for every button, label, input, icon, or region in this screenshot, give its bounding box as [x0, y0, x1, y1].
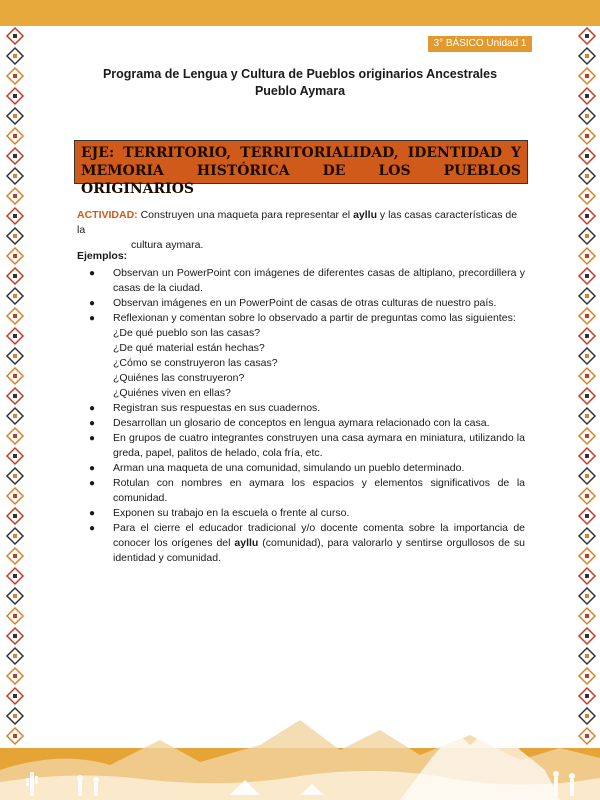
border-dot	[13, 194, 17, 198]
bullet-icon: ●	[89, 313, 96, 324]
border-dot	[13, 654, 17, 658]
question: ¿Cómo se construyeron las casas?	[113, 357, 278, 369]
bullet-icon: ●	[89, 508, 96, 519]
border-dot	[13, 514, 17, 518]
list-item-text: En grupos de cuatro integrantes construyen una casa aymara en miniatura, utilizando la greda, papel, palitos de helado, cola fría, etc.	[113, 432, 525, 459]
list-item-text: Exponen su trabajo en la escuela o frente al curso.	[113, 507, 350, 519]
list-item	[77, 461, 525, 476]
border-dot	[585, 514, 589, 518]
border-dot	[13, 474, 17, 478]
actividad-block	[77, 208, 527, 253]
border-dot	[585, 334, 589, 338]
border-dot	[585, 634, 589, 638]
bullet-icon: ●	[89, 298, 96, 309]
border-dot	[585, 434, 589, 438]
border-dot	[585, 34, 589, 38]
border-dot	[13, 434, 17, 438]
border-dot	[13, 594, 17, 598]
border-dot	[585, 114, 589, 118]
list-item-text: Observan imágenes en un PowerPoint de casas de otras culturas de nuestro país.	[113, 297, 497, 309]
border-dot	[13, 414, 17, 418]
border-dot	[13, 674, 17, 678]
actividad-bold-word: ayllu	[353, 209, 377, 221]
list-item-text: Observan un PowerPoint con imágenes de diferentes casas de altiplano, precordillera y casas de la ciudad.	[113, 267, 525, 294]
border-dot	[13, 54, 17, 58]
border-dot	[585, 394, 589, 398]
list-item-text: Arman una maqueta de una comunidad, simulando un pueblo determinado.	[113, 462, 465, 474]
border-dot	[585, 474, 589, 478]
list-item	[77, 266, 525, 296]
border-dot	[585, 654, 589, 658]
border-dot	[585, 574, 589, 578]
footer-landscape-illustration	[0, 700, 600, 800]
top-color-band	[0, 0, 600, 26]
border-dot	[585, 314, 589, 318]
bullet-icon: ●	[89, 418, 96, 429]
list-item-text: Desarrollan un glosario de conceptos en lengua aymara relacionado con la casa.	[113, 417, 490, 429]
border-dot	[585, 174, 589, 178]
border-dot	[585, 454, 589, 458]
question: ¿De qué pueblo son las casas?	[113, 327, 261, 339]
border-dot	[585, 554, 589, 558]
border-dot	[13, 574, 17, 578]
border-dot	[13, 394, 17, 398]
border-dot	[13, 214, 17, 218]
border-dot	[585, 414, 589, 418]
list-item	[77, 401, 525, 416]
border-dot	[585, 134, 589, 138]
right-decorative-border	[576, 26, 598, 746]
border-dot	[585, 494, 589, 498]
actividad-label: ACTIVIDAD:	[77, 209, 138, 221]
border-dot	[13, 114, 17, 118]
list-item-text: Rotulan con nombres en aymara los espacios y elementos significativos de la comunidad.	[113, 477, 525, 504]
eje-heading-box: EJE: TERRITORIO, TERRITORIALIDAD, IDENTIDAD Y MEMORIA HISTÓRICA DE LOS PUEBLOS ORIGINARIOS	[74, 140, 528, 184]
border-dot	[13, 534, 17, 538]
bullet-icon: ●	[89, 463, 96, 474]
border-dot	[585, 614, 589, 618]
list-item	[77, 521, 525, 566]
list-item	[77, 431, 525, 461]
border-dot	[13, 494, 17, 498]
border-dot	[13, 274, 17, 278]
list-item	[77, 311, 525, 401]
border-dot	[13, 34, 17, 38]
actividad-text-c: cultura aymara.	[131, 239, 204, 251]
left-decorative-border	[4, 26, 26, 746]
border-dot	[585, 674, 589, 678]
border-dot	[585, 534, 589, 538]
actividad-text-a: Construyen una maqueta para representar el	[140, 209, 354, 221]
list-item-text: (comunidad), para valorarlo y sentirse orgullosos de su identidad y comunidad.	[113, 537, 525, 564]
border-dot	[13, 314, 17, 318]
question: ¿De qué material están hechas?	[113, 342, 265, 354]
border-dot	[13, 254, 17, 258]
list-item-text: Para el cierre el educador tradicional y/o docente comenta sobre la importancia de conocer los orígenes del	[113, 522, 525, 549]
border-dot	[13, 454, 17, 458]
question: ¿Quiénes las construyeron?	[113, 372, 245, 384]
border-dot	[13, 134, 17, 138]
border-dot	[585, 594, 589, 598]
actividad-text-b: y las casas características de la	[77, 209, 518, 236]
program-title: Programa de Lengua y Cultura de Pueblos originarios Ancestrales	[102, 67, 498, 81]
border-dot	[13, 234, 17, 238]
bullet-icon: ●	[89, 403, 96, 414]
list-item	[77, 476, 525, 506]
border-dot	[13, 174, 17, 178]
border-dot	[585, 294, 589, 298]
border-dot	[13, 334, 17, 338]
list-item	[77, 296, 525, 311]
border-dot	[13, 294, 17, 298]
border-dot	[585, 194, 589, 198]
ejemplos-title: Ejemplos:	[77, 250, 128, 262]
list-item	[77, 506, 525, 521]
question: ¿Quiénes viven en ellas?	[113, 387, 231, 399]
unit-tag: 3° BÁSICO Unidad 1	[428, 36, 532, 52]
border-dot	[13, 634, 17, 638]
border-dot	[13, 354, 17, 358]
list-item-text: Registran sus respuestas en sus cuadernos.	[113, 402, 321, 414]
list-item-text: Reflexionan y comentan sobre lo observado a partir de preguntas como las siguientes:	[113, 312, 516, 324]
people-title: Pueblo Aymara	[254, 84, 346, 98]
bullet-icon: ●	[89, 478, 96, 489]
border-dot	[13, 154, 17, 158]
border-dot	[585, 374, 589, 378]
border-dot	[13, 374, 17, 378]
border-dot	[585, 214, 589, 218]
border-dot	[13, 554, 17, 558]
border-dot	[585, 694, 589, 698]
border-dot	[585, 354, 589, 358]
bullet-icon: ●	[89, 433, 96, 444]
list-item-bold: ayllu	[234, 537, 259, 549]
border-dot	[585, 54, 589, 58]
border-dot	[585, 154, 589, 158]
border-dot	[585, 274, 589, 278]
bullet-icon: ●	[89, 268, 96, 279]
ejemplos-list	[77, 266, 525, 566]
list-item	[77, 416, 525, 431]
border-dot	[585, 254, 589, 258]
border-dot	[13, 614, 17, 618]
bullet-icon: ●	[89, 523, 96, 534]
border-dot	[585, 234, 589, 238]
border-dot	[13, 694, 17, 698]
